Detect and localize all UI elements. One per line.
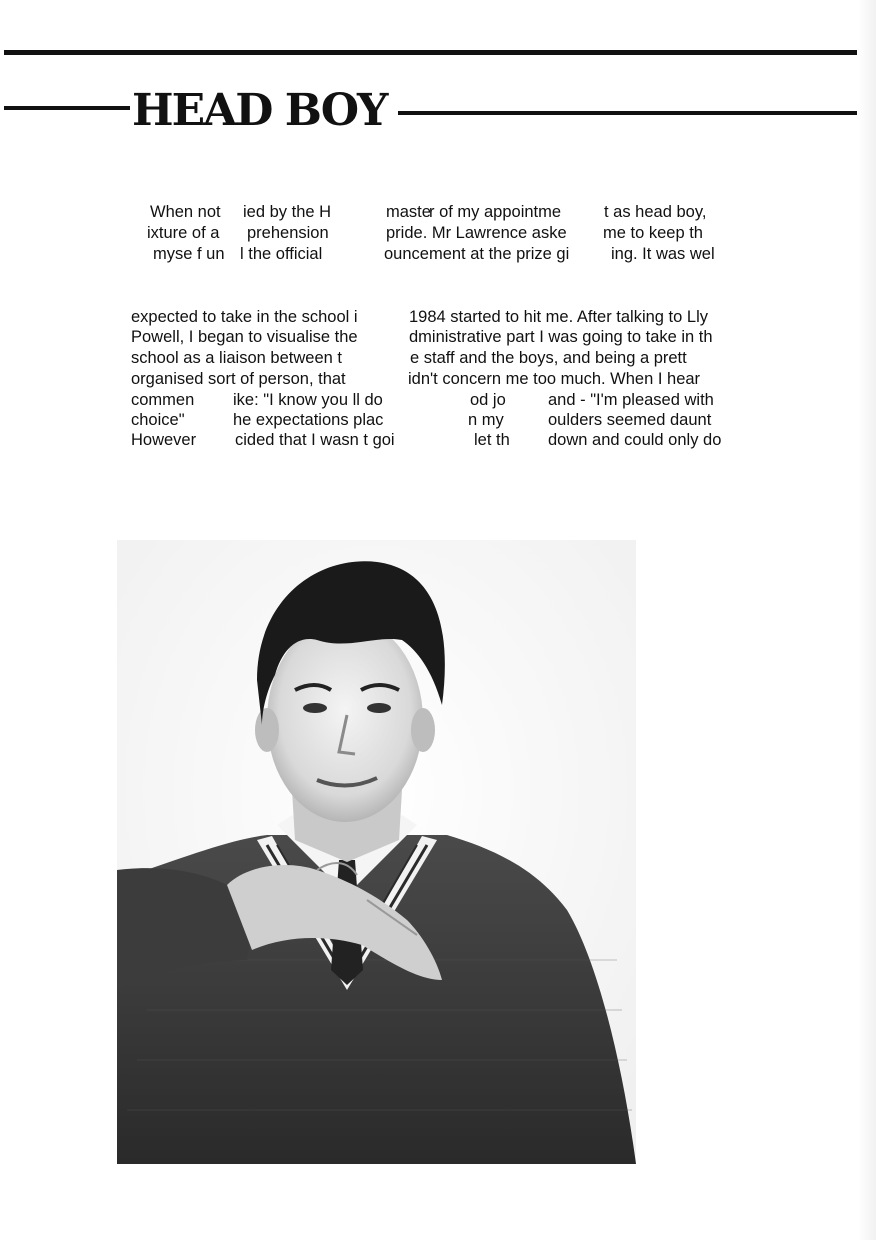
body-line-7-c: let th <box>474 431 510 449</box>
body-line-6-b: he expectations plac <box>233 411 384 429</box>
intro-line-2-a: ixture of a <box>147 224 220 242</box>
intro-line-3-a: myse f un <box>153 245 225 263</box>
body-line-5-d: and - "I'm pleased with <box>548 391 714 409</box>
intro-line-3-c: ouncement at the prize gi <box>384 245 570 263</box>
body-line-4-b: idn't concern me too much. When I hear <box>408 370 701 388</box>
intro-line-2-b: prehension <box>247 224 329 242</box>
body-line-3-b: e staff and the boys, and being a prett <box>410 349 687 367</box>
body-line-5-c: od jo <box>470 391 506 409</box>
body-line-7-a: However <box>131 431 197 449</box>
body-line-7-b: cided that I wasn t goi <box>235 431 395 449</box>
body-line-1-b: 1984 started to hit me. After talking to Lly <box>409 308 708 326</box>
page-edge-shadow <box>858 0 876 1240</box>
intro-line-2-c: pride. Mr Lawrence aske <box>386 224 567 242</box>
body-line-3-a: school as a liaison between t <box>131 349 342 367</box>
page-title: HEAD BOY <box>132 85 387 136</box>
body-line-5-b: ike: "I know you ll do <box>233 391 383 409</box>
intro-line-3-b: l the official <box>240 245 323 263</box>
body-line-1-a: expected to take in the school i <box>131 308 358 326</box>
body-line-5-a: commen <box>131 391 195 409</box>
intro-line-2-d: me to keep th <box>603 224 703 242</box>
intro-line-1-e: t as head boy, <box>604 203 707 221</box>
body-line-2-a: Powell, I began to visualise the <box>131 328 358 346</box>
intro-line-1-b: ied by the H <box>243 203 332 221</box>
heading-rule-left <box>4 106 130 110</box>
intro-line-1-d: r of my appointme <box>429 203 562 221</box>
body-line-6-d: oulders seemed daunt <box>548 411 712 429</box>
body-line-2-b: dministrative part I was going to take in th <box>409 328 713 346</box>
body-line-7-d: down and could only do <box>548 431 722 449</box>
body-line-6-c: n my <box>468 411 504 429</box>
intro-line-1-a: When not <box>150 203 221 221</box>
portrait-photo <box>117 540 636 1164</box>
top-rule <box>4 50 857 55</box>
body-line-4-a: organised sort of person, that <box>131 370 346 388</box>
heading-rule-right <box>398 111 857 115</box>
body-line-6-a: choice" <box>131 411 185 429</box>
intro-line-3-d: ing. It was wel <box>611 245 715 263</box>
portrait-illustration <box>117 540 636 1164</box>
intro-line-1-c: maste <box>386 203 431 221</box>
